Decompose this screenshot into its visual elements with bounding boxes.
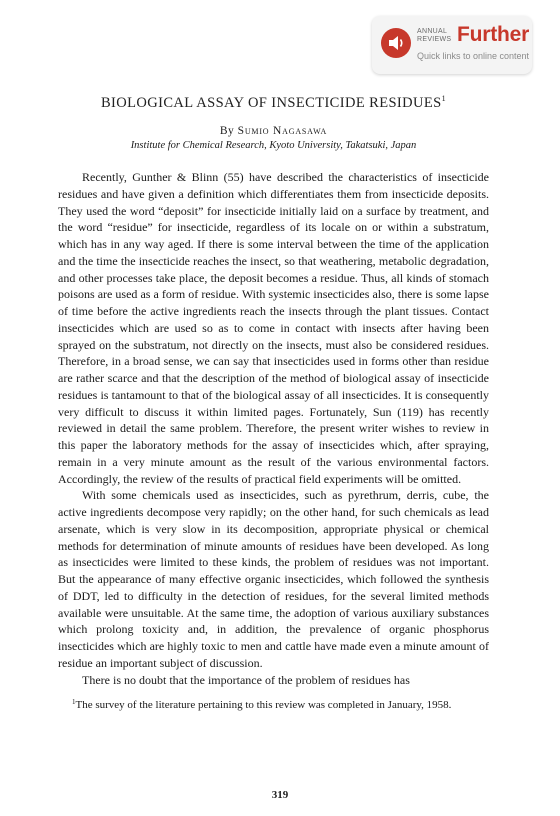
brand-line-2: REVIEWS	[417, 36, 452, 43]
author-affiliation: Institute for Chemical Research, Kyoto University, Takatsuki, Japan	[130, 140, 417, 151]
paragraph-1: Recently, Gunther & Blinn (55) have described the characteristics of insecticide residues and have given a definition which differentiates them from insecticide deposits. They used the word “deposit” for insecticide initially laid on a surface by treatment, and the word “residue” for insecticide, regardless of its locale on or within a substratum, which has in any way aged. If there is some interval between the time of the application and the time the insecticide reaches the insect, so that weathering, metabolic degradation, and other processes take place, the deposit becomes a residue. Thus, all kinds of stomach poisons are used as a form of residue. With systemic insecticides also, there is some lapse of time before the active ingredients reach the insects through the plant tissues. Contact insecticides which are used so as to come in contact with insects after having been sprayed on the substratum, not directly on the insects, must also be considered residues. Therefore, in a broad sense, we can say that insecticides used in forms other than residue are rather scarce and that the description of the method of biological assay of insecticide residues is tantamount to that of the biological assay of all insecticides. It is consequently very difficult to discuss it within limited pages. Fortunately, Sun (119) has recently reviewed in detail the same problem. Therefore, the present writer wishes to review in this paper the laboratory methods for the assay of insecticides which, after spraying, remain in a very minute amount as the result of the various environmental factors. Accordingly, the review of the results of practical field experiments will be omitted.	[58, 170, 489, 486]
article-title	[58, 94, 489, 112]
badge-subtitle: Quick links to online content	[417, 51, 530, 61]
further-quick-links-badge[interactable]	[372, 16, 532, 74]
paragraph-2: With some chemicals used as insecticides, such as pyrethrum, derris, cube, the active ingredients decompose very rapidly; on the other hand, for such chemicals as lead arsenate, which is very slow in its decomposition, appropriate physical or chemical methods for determination of minute amounts of residues have been developed. As long as insecticides were limited to these kinds, the problem of residues was not important. But the appearance of many effective organic insecticides, which followed the synthesis of DDT, led to difficulty in the detection of residues, for the several limited methods available were unsuitable. At the same time, the adoption of various auxiliary substances which prolong toxicity and, in addition, the prevalence of organic phosphorus insecticides which are highly toxic to men and cattle have made even a minute amount of residue an important subject of discussion.	[58, 488, 489, 670]
annual-reviews-logo-text	[417, 28, 451, 44]
footnote	[58, 695, 489, 712]
footnote-text: The survey of the literature pertaining to this review was completed in January, 1958.	[75, 699, 452, 712]
brand-line-1: ANNUAL	[417, 28, 448, 35]
footnote-mark: 1	[72, 698, 76, 707]
badge-title: Further	[457, 23, 530, 46]
article-page	[58, 94, 489, 712]
speaker-play-icon	[381, 28, 411, 58]
page-number: 319	[271, 789, 289, 801]
article-title-text: BIOLOGICAL ASSAY OF INSECTICIDE RESIDUES	[100, 95, 442, 111]
article-body	[58, 169, 489, 688]
paragraph-3: There is no doubt that the importance of the problem of residues has	[82, 672, 410, 687]
title-footnote-mark: 1	[441, 94, 447, 103]
byline	[58, 125, 489, 137]
byline-prefix: By	[219, 125, 235, 137]
author-name: Sumio Nagasawa	[237, 125, 328, 137]
